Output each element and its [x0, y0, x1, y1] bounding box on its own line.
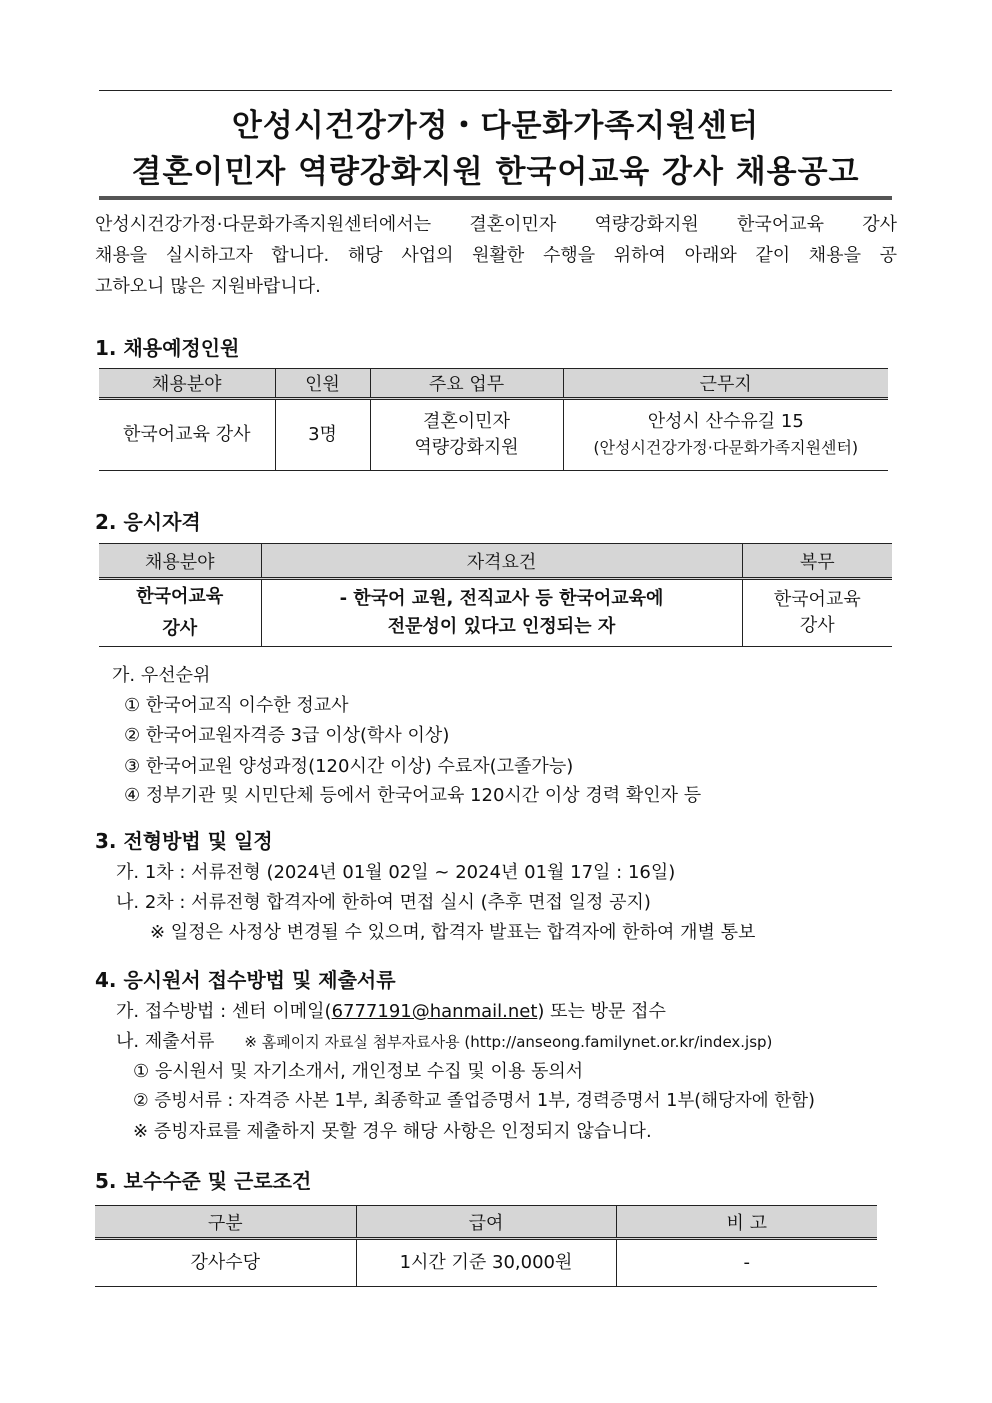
place-line: 안성시 산수유길 15	[647, 411, 804, 432]
priority-item: ③ 한국어교원 양성과정(120시간 이상) 수료자(고졸가능)	[124, 756, 574, 777]
section-5-heading: 5. 보수수준 및 근로조건	[95, 1169, 312, 1193]
requirement-line: - 한국어 교원, 전직교사 등 한국어교육에	[339, 588, 664, 609]
qualification-table	[99, 543, 892, 647]
priority-title: 가. 우선순위	[112, 665, 211, 686]
cell-place	[563, 399, 888, 471]
intro-line: 안성시건강가정·다문화가족지원센터에서는 결혼이민자 역량강화지원 한국어교육 강사	[95, 214, 897, 235]
cell-pay: 1시간 기준 30,000원	[356, 1239, 616, 1287]
documents-row	[116, 1027, 772, 1053]
table-header-row	[99, 369, 888, 399]
header-service: 복무	[742, 544, 892, 579]
header-duty: 주요 업무	[370, 369, 563, 399]
table-row	[95, 1239, 877, 1287]
field-line: 강사	[162, 618, 198, 639]
title-line-2: 결혼이민자 역량강화지원 한국어교육 강사 채용공고	[131, 154, 860, 190]
schedule-note: ※ 일정은 사정상 변경될 수 있으며, 합격자 발표는 합격자에 한하여 개별 통보	[150, 922, 756, 943]
cell-duty	[370, 399, 563, 471]
priority-item: ① 한국어교직 이수한 정교사	[124, 695, 349, 716]
section-1-heading: 1. 채용예정인원	[95, 336, 240, 360]
cell-field: 한국어교육 강사	[99, 399, 275, 471]
cell-requirement	[261, 579, 742, 647]
schedule-item-1: 가. 1차 : 서류전형 (2024년 01월 02일 ~ 2024년 01월 17일 : 16일)	[116, 862, 676, 883]
header-pay: 급여	[356, 1206, 616, 1239]
intro-line: 고하오니 많은 지원바랍니다.	[95, 276, 321, 297]
field-line: 한국어교육	[136, 586, 224, 607]
header-count: 인원	[275, 369, 370, 399]
table-row	[99, 399, 888, 471]
cell-field	[99, 579, 261, 647]
header-type: 구분	[95, 1206, 356, 1239]
requirement-line: 전문성이 있다고 인정되는 자	[387, 616, 616, 637]
documents-note: ※ 홈페이지 자료실 첨부자료사용 (http://anseong.familynet.or.kr/index.jsp)	[244, 1033, 773, 1051]
intro-paragraph	[95, 209, 897, 302]
table-header-row	[95, 1206, 877, 1239]
method-prefix: 가. 접수방법 : 센터 이메일(	[116, 1001, 332, 1022]
place-line: (안성시건강가정·다문화가족지원센터)	[593, 438, 859, 457]
application-method	[116, 997, 666, 1023]
title-line-1: 안성시건강가정・다문화가족지원센터	[231, 108, 760, 144]
duty-line: 결혼이민자	[423, 411, 510, 432]
document-item: ② 증빙서류 : 자격증 사본 1부, 최종학교 졸업증명서 1부, 경력증명서 1부(해당자에 한함)	[133, 1091, 815, 1111]
priority-item: ② 한국어교원자격증 3급 이상(학사 이상)	[124, 725, 450, 746]
document-note: ※ 증빙자료를 제출하지 못할 경우 해당 사항은 인정되지 않습니다.	[133, 1121, 652, 1142]
duty-line: 역량강화지원	[414, 437, 519, 458]
table-row	[99, 579, 892, 647]
table-header-row	[99, 544, 892, 579]
document-item: ① 응시원서 및 자기소개서, 개인정보 수집 및 이용 동의서	[133, 1061, 584, 1082]
priority-item: ④ 정부기관 및 시민단체 등에서 한국어교육 120시간 이상 경력 확인자 등	[124, 785, 702, 806]
cell-type: 강사수당	[95, 1239, 356, 1287]
schedule-item-2: 나. 2차 : 서류전형 합격자에 한하여 면접 실시 (추후 면접 일정 공지)	[116, 892, 651, 913]
section-2-heading: 2. 응시자격	[95, 510, 201, 534]
service-line: 강사	[799, 615, 835, 636]
header-field: 채용분야	[99, 369, 275, 399]
header-field: 채용분야	[99, 544, 261, 579]
method-suffix: ) 또는 방문 접수	[537, 1001, 666, 1022]
service-line: 한국어교육	[773, 589, 861, 610]
header-remark: 비 고	[616, 1206, 877, 1239]
documents-label: 나. 제출서류	[116, 1031, 215, 1052]
pay-table	[95, 1205, 877, 1287]
cell-count: 3명	[275, 399, 370, 471]
section-4-heading: 4. 응시원서 접수방법 및 제출서류	[95, 968, 396, 992]
title-underline	[99, 196, 892, 200]
intro-line: 채용을 실시하고자 합니다. 해당 사업의 원활한 수행을 위하여 아래와 같이 채용을 공	[95, 245, 897, 266]
cell-remark: -	[616, 1239, 877, 1287]
email-link[interactable]: 6777191@hanmail.net	[331, 1001, 538, 1022]
top-rule	[99, 90, 892, 91]
header-requirement: 자격요건	[261, 544, 742, 579]
cell-service	[742, 579, 892, 647]
staffing-table	[99, 368, 888, 471]
section-3-heading: 3. 전형방법 및 일정	[95, 829, 273, 853]
header-place: 근무지	[563, 369, 888, 399]
